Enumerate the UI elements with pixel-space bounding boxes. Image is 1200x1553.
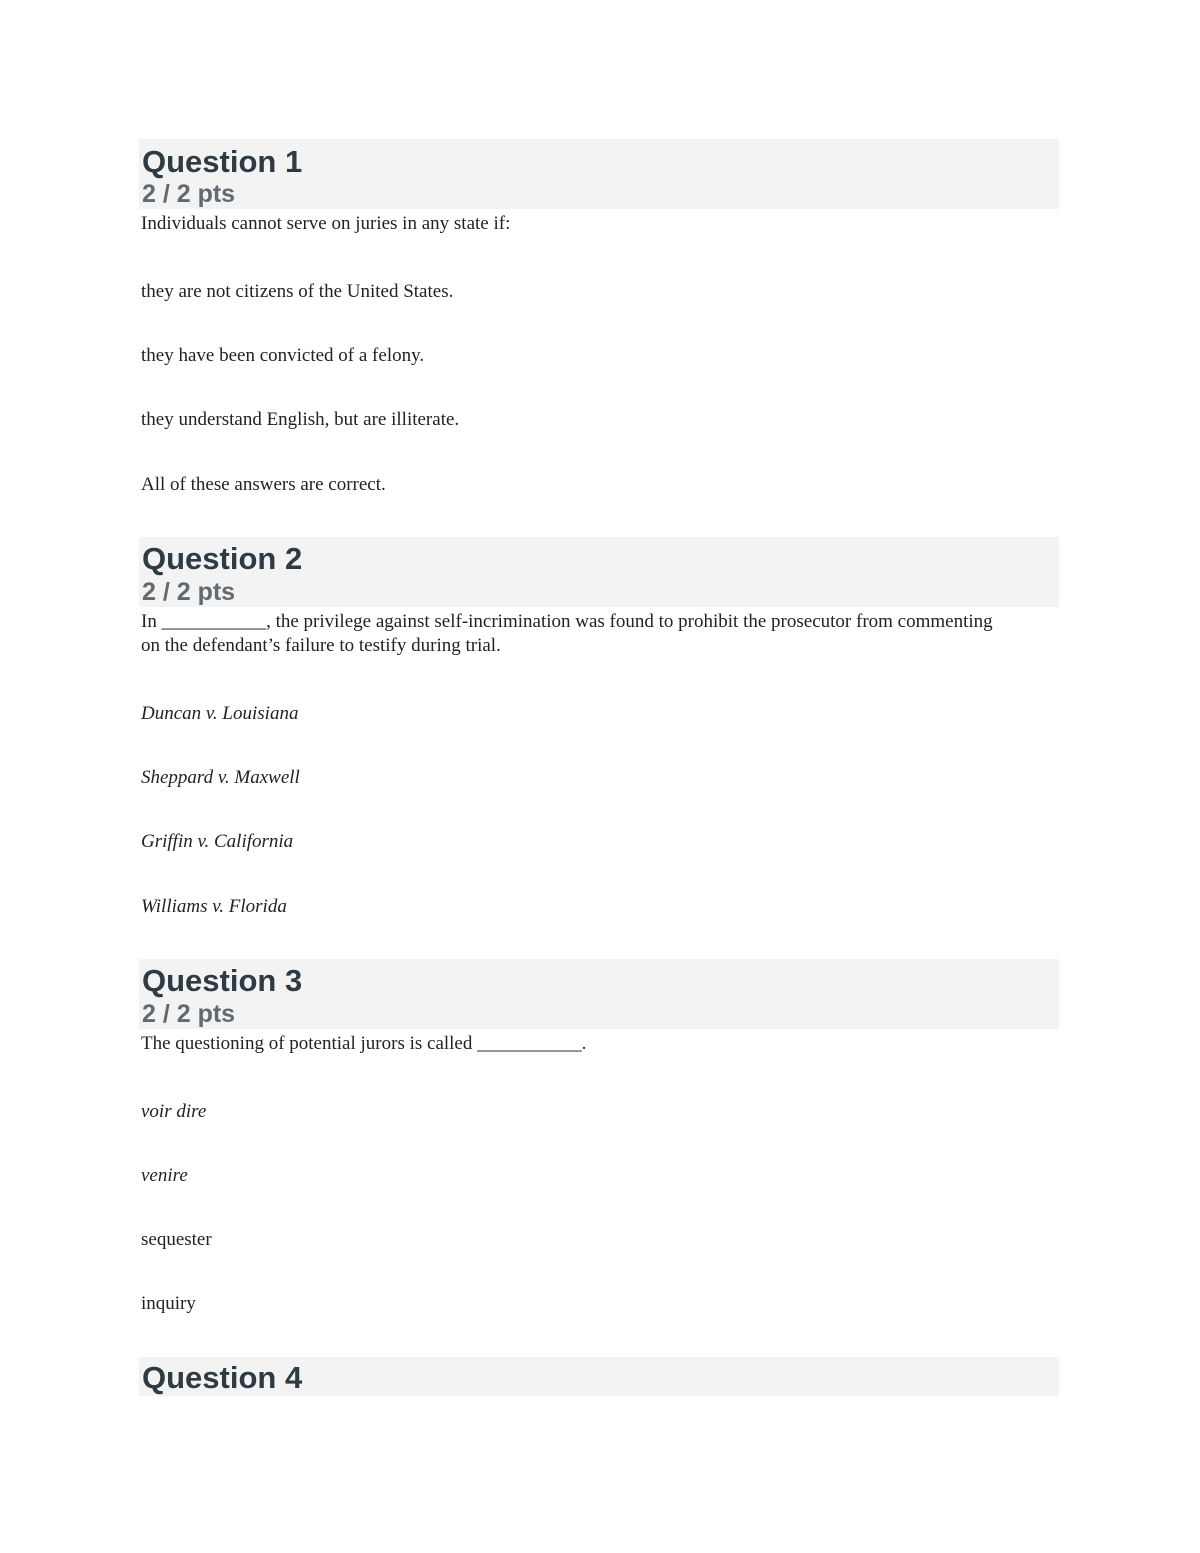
question-points: 2 / 2 pts [142, 578, 236, 606]
question-title: Question 2 [142, 541, 303, 576]
question-prompt: The questioning of potential jurors is called ___________. [141, 1033, 587, 1054]
answer-option[interactable]: Williams v. Florida [141, 896, 287, 917]
answer-option[interactable]: inquiry [141, 1293, 196, 1314]
answer-option[interactable]: they understand English, but are illiterate. [141, 409, 460, 430]
question-title: Question 4 [142, 1360, 303, 1395]
question-title: Question 1 [142, 144, 303, 179]
question-2-header [139, 537, 1059, 607]
question-3-header [139, 959, 1059, 1029]
answer-option[interactable]: they have been convicted of a felony. [141, 345, 425, 366]
question-prompt: In ___________, the privilege against self-incrimination was found to prohibit the prosecutor from commenting on the defendant’s failure to testify during trial. [141, 611, 993, 656]
answer-option[interactable]: All of these answers are correct. [141, 474, 386, 495]
answer-option[interactable]: Duncan v. Louisiana [141, 703, 299, 724]
question-points: 2 / 2 pts [142, 1000, 236, 1028]
question-title: Question 3 [142, 963, 303, 998]
answer-option[interactable]: sequester [141, 1229, 212, 1250]
question-1-header [139, 139, 1059, 209]
answer-option[interactable]: Griffin v. California [141, 831, 294, 852]
question-prompt: Individuals cannot serve on juries in any state if: [141, 213, 511, 234]
answer-option[interactable]: venire [141, 1165, 188, 1186]
question-4-header [139, 1357, 1059, 1396]
answer-option[interactable]: they are not citizens of the United States. [141, 281, 454, 302]
question-points: 2 / 2 pts [142, 180, 236, 208]
answer-option[interactable]: Sheppard v. Maxwell [141, 767, 300, 788]
answer-option[interactable]: voir dire [141, 1101, 207, 1122]
